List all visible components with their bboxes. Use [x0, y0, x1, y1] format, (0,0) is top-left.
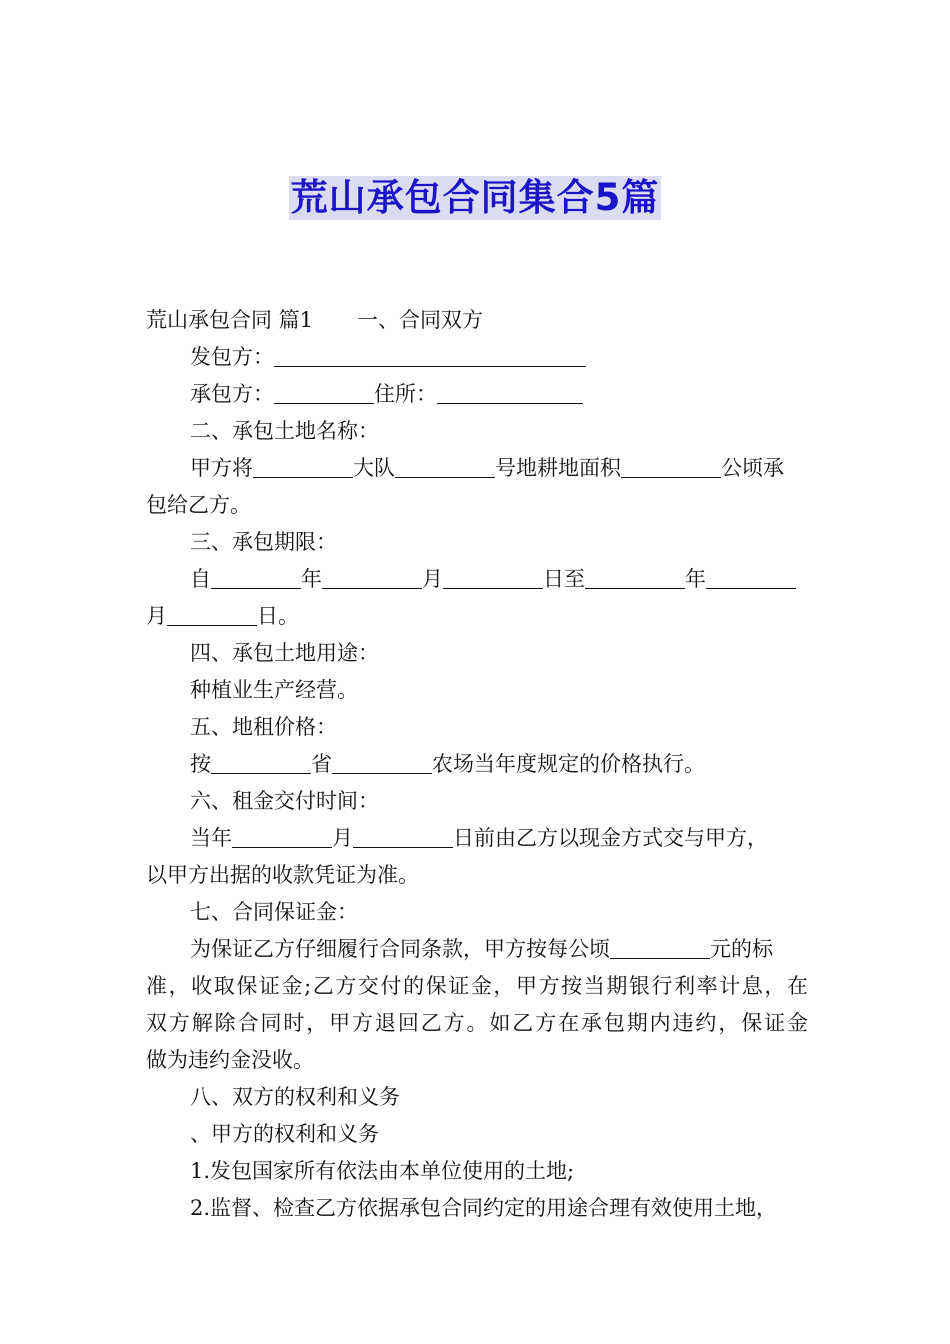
section-heading: 二、承包土地名称：: [190, 419, 379, 443]
text-run: 月: [332, 826, 353, 850]
text-run: 月: [146, 604, 167, 628]
section-heading: 七、合同保证金：: [190, 900, 358, 924]
text-run: 大队: [353, 456, 395, 480]
contract-line: 做为违约金没收。: [146, 1048, 314, 1072]
subsection-heading: 、甲方的权利和义务: [190, 1122, 379, 1146]
section-heading: 六、租金交付时间：: [190, 789, 379, 813]
title-container: [0, 176, 950, 220]
contract-line: 包给乙方。: [146, 493, 251, 517]
contract-line: [146, 376, 808, 413]
blank-field: [353, 825, 453, 848]
contract-line: [146, 339, 808, 376]
blank-field: [322, 566, 422, 589]
blank-field: [621, 455, 721, 478]
blank-field: [253, 455, 353, 478]
document-title: 荒山承包合同集合5篇: [290, 176, 660, 219]
blank-field: [332, 751, 432, 774]
blank-field: [232, 825, 332, 848]
text-run: 公顷承: [721, 456, 784, 480]
contract-line: [146, 746, 808, 783]
list-item: 1.发包国家所有依法由本单位使用的土地;: [190, 1159, 575, 1183]
blank-field: [443, 566, 543, 589]
contract-line: 准，收取保证金;乙方交付的保证金，甲方按当期银行利率计息，在: [146, 974, 808, 998]
contract-line: [146, 931, 808, 968]
field-label: 发包方：: [190, 345, 274, 369]
text-run: 号地耕地面积: [495, 456, 621, 480]
contract-line: 种植业生产经营。: [190, 678, 358, 702]
blank-field: [274, 381, 374, 404]
contract-body: [146, 302, 808, 1227]
text-run: 甲方将: [190, 456, 253, 480]
list-item: 2.监督、检查乙方依据承包合同约定的用途合理有效使用土地，: [190, 1196, 778, 1220]
contract-line: [146, 450, 808, 487]
field-label: 承包方：: [190, 382, 274, 406]
text-run: 按: [190, 752, 211, 776]
blank-field: [706, 566, 796, 589]
text-run: 日前由乙方以现金方式交与甲方，: [453, 826, 768, 850]
text-run: 日。: [257, 604, 299, 628]
text-run: 年: [685, 567, 706, 591]
contract-line: 双方解除合同时，甲方退回乙方。如乙方在承包期内违约，保证金: [146, 1011, 808, 1035]
blank-field: [211, 566, 301, 589]
contract-line: 以甲方出据的收款凭证为准。: [146, 863, 419, 887]
section-heading: 一、合同双方: [357, 308, 484, 332]
field-label: 住所：: [374, 382, 437, 406]
blank-field: [610, 936, 710, 959]
contract-line: [146, 820, 808, 857]
blank-field: [274, 344, 586, 367]
contract-line: [146, 598, 808, 635]
section-heading: 八、双方的权利和义务: [190, 1085, 400, 1109]
text-run: 元的标: [710, 937, 773, 961]
blank-field: [167, 603, 257, 626]
text-run: 农场当年度规定的价格执行。: [432, 752, 705, 776]
text-run: 省: [311, 752, 332, 776]
section-header-line: [146, 302, 808, 339]
section-heading: 五、地租价格：: [190, 715, 337, 739]
contract-line: [146, 561, 808, 598]
blank-field: [585, 566, 685, 589]
text-run: 日至: [543, 567, 585, 591]
blank-field: [211, 751, 311, 774]
section-heading: 四、承包土地用途：: [190, 641, 379, 665]
section-heading: 三、承包期限：: [190, 530, 337, 554]
contract-number-label: 荒山承包合同 篇1: [146, 308, 314, 332]
text-run: 月: [422, 567, 443, 591]
text-run: 年: [301, 567, 322, 591]
text-run: 自: [190, 567, 211, 591]
blank-field: [395, 455, 495, 478]
text-run: 当年: [190, 826, 232, 850]
blank-field: [437, 381, 583, 404]
text-run: 为保证乙方仔细履行合同条款，甲方按每公顷: [190, 937, 610, 961]
